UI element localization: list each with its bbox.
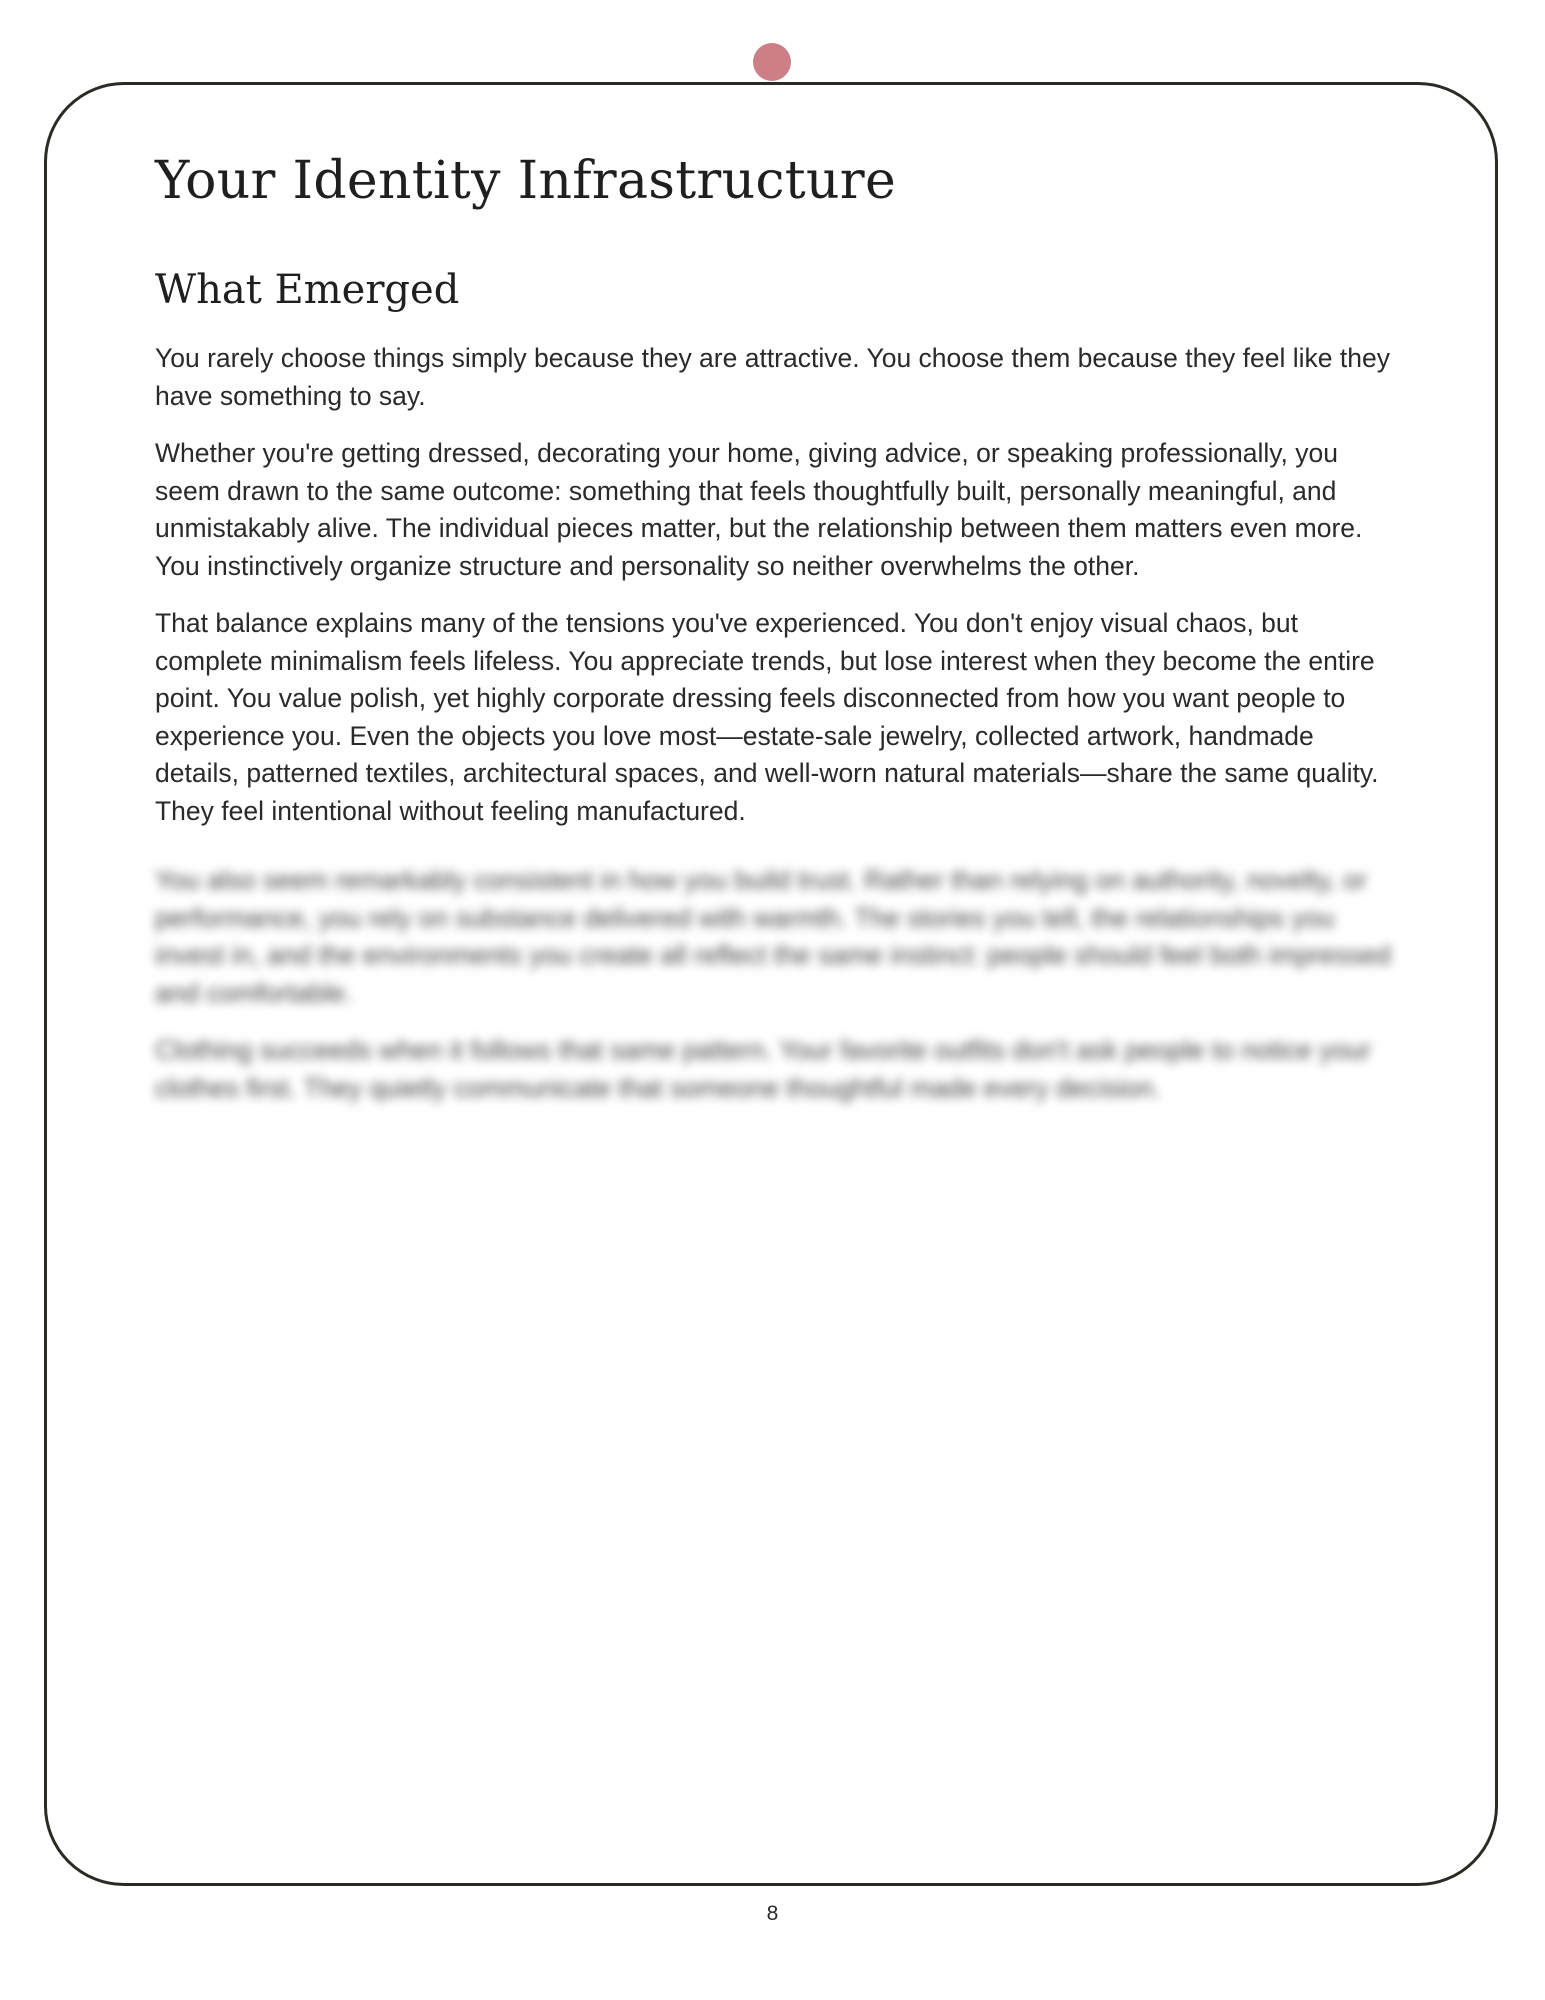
- blurred-paragraph-1: You also seem remarkably consistent in how you build trust. Rather than relying on authority, novelty, or performance, you rely on substance delivered with warmth. The stories you tell, the relationships you invest in, and the environments you create all reflect the same instinct: people should feel both impressed and comfortable.: [155, 865, 1391, 1008]
- blurred-paragraph-2: Clothing succeeds when it follows that same pattern. Your favorite outfits don't ask people to notice your clothes first. They quietly communicate that someone thoughtful made every decision.: [155, 1035, 1371, 1103]
- section-heading: What Emerged: [155, 267, 460, 314]
- body-paragraph-3: That balance explains many of the tensions you've experienced. You don't enjoy visual chaos, but complete minimalism feels lifeless. You appreciate trends, but lose interest when they become the entire point. You value polish, yet highly corporate dressing feels disconnected from how you want people to experience you. Even the objects you love most—estate-sale jewelry, collected artwork, handmade details, patterned textiles, architectural spaces, and well-worn natural materials—share the same quality. They feel intentional without feeling manufactured.: [155, 608, 1379, 826]
- page-number: 8: [766, 1902, 779, 1925]
- page-content: [155, 150, 1395, 1127]
- page-title: Your Identity Infrastructure: [155, 151, 897, 211]
- body-paragraph-1: You rarely choose things simply because they are attractive. You choose them because they feel like they have something to say.: [155, 343, 1390, 411]
- ornament-circle: [753, 43, 791, 81]
- body-paragraph-2: Whether you're getting dressed, decorating your home, giving advice, or speaking professionally, you seem drawn to the same outcome: something that feels thoughtfully built, personally meaningful, and unmistakably alive. The individual pieces matter, but the relationship between them matters even more. You instinctively organize structure and personality so neither overwhelms the other.: [155, 438, 1363, 581]
